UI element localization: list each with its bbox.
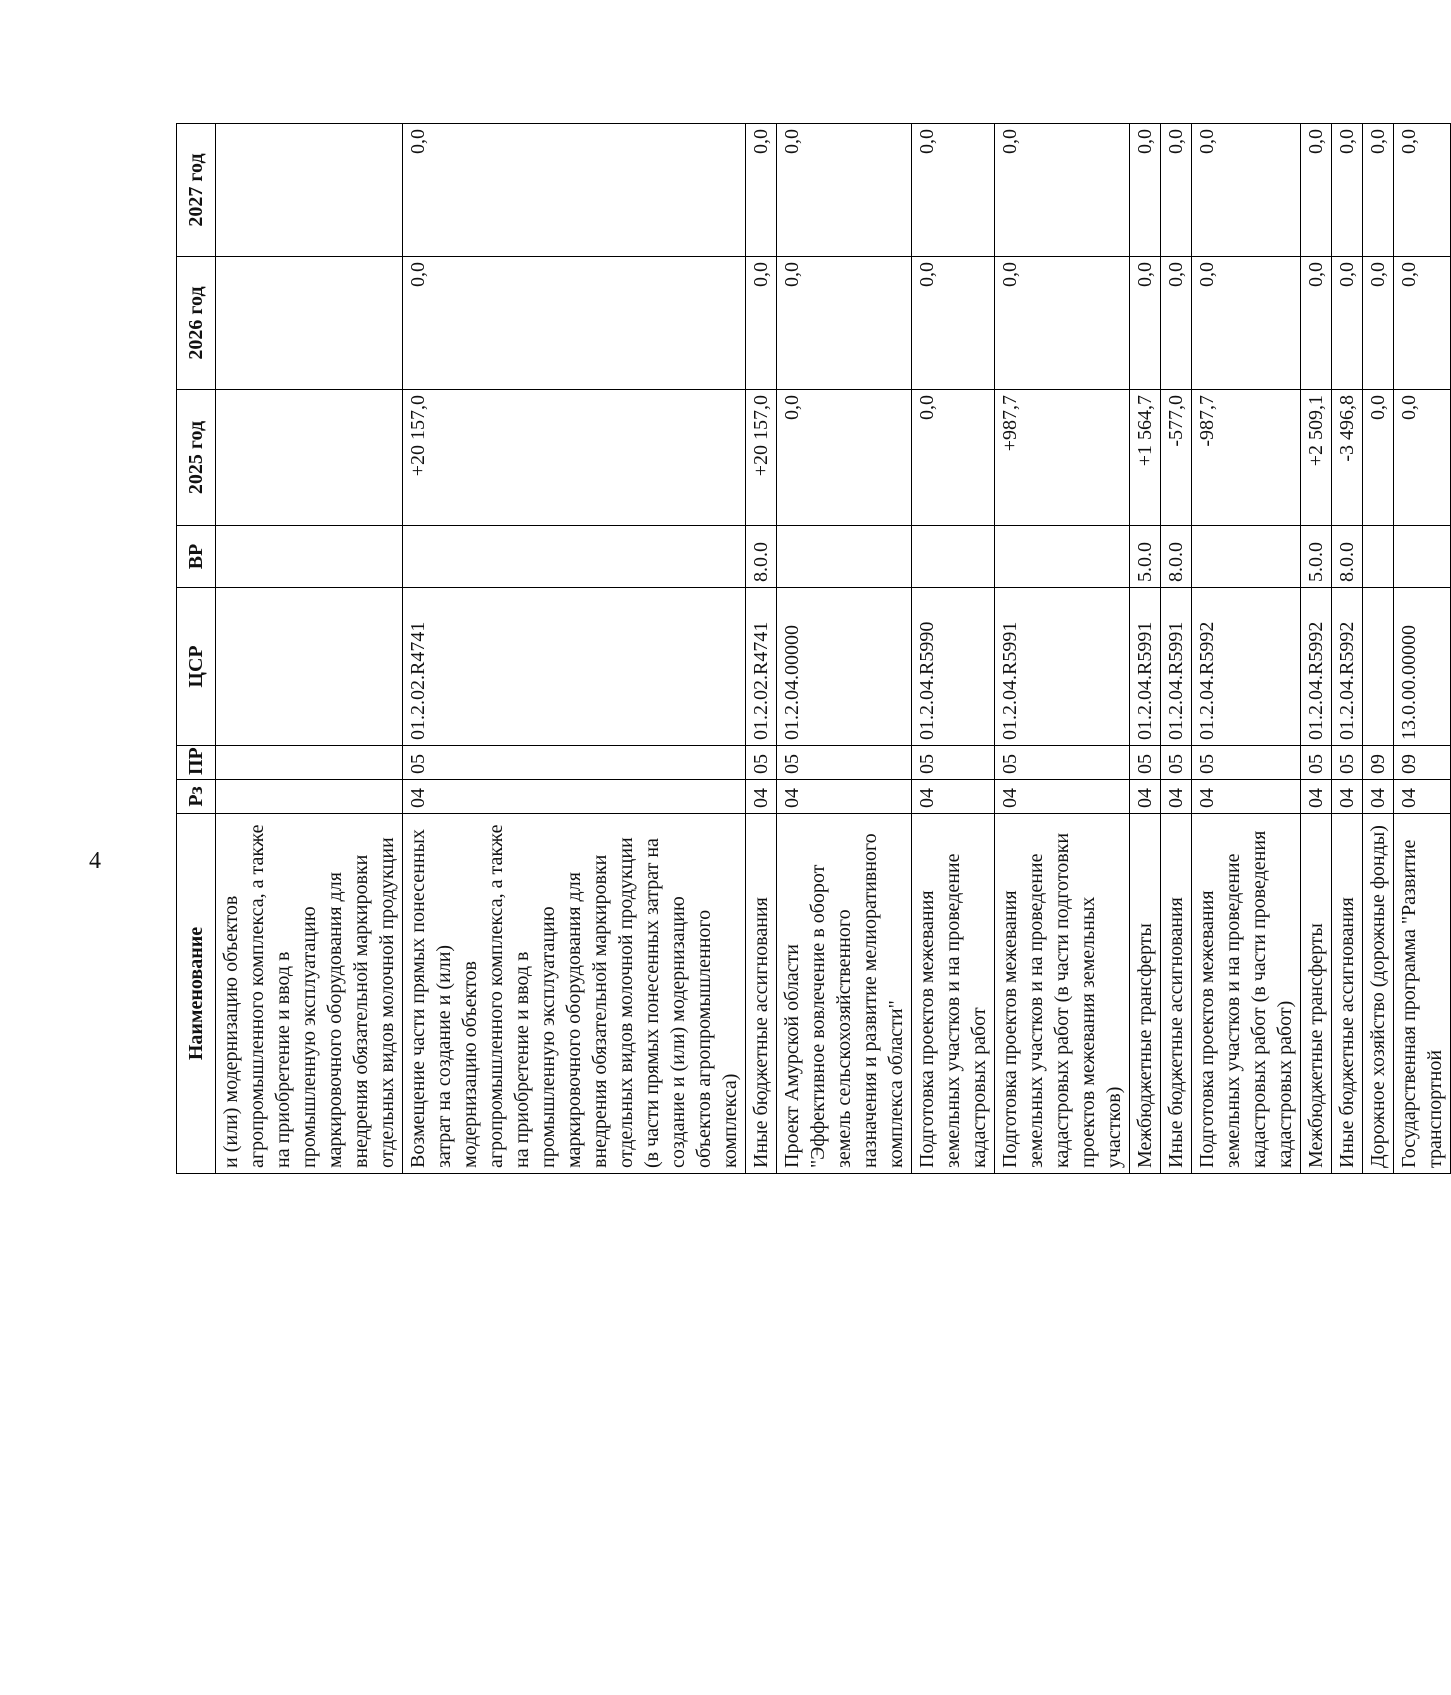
cell-y2027: 0,0 [1192,124,1301,257]
cell-name: Межбюджетные трансферты [1301,814,1332,1174]
cell-name: Проект Амурской области "Эффективное вовлечение в оборот земель сельскохозяйственного назначения и развитие мелиоративного комплекса области" [777,814,912,1174]
cell-rz: 04 [1332,780,1363,814]
table-row [995,124,1130,1174]
cell-vr [1192,526,1301,588]
cell-y2025: +20 157,0 [746,390,777,526]
cell-csr [216,588,403,746]
rotated-page-content [176,124,1446,1174]
cell-csr: 01.2.04.R5992 [1301,588,1332,746]
cell-vr [1363,526,1394,588]
cell-name: Возмещение части прямых понесенных затрат на создание и (или) модернизацию объектов агропромышленного комплекса, а также на приобретение и ввод в промышленную эксплуатацию маркировочного оборудования для внедрения обязательной маркировки отдельных видов молочной продукции (в части прямых понесенных затрат на создание и (или) модернизацию объектов агропромышленного комплекса) [403,814,746,1174]
cell-vr: 8.0.0 [1161,526,1192,588]
cell-vr [995,526,1130,588]
cell-rz: 04 [1363,780,1394,814]
cell-pr: 05 [995,746,1130,780]
cell-pr: 09 [1394,746,1451,780]
cell-pr: 09 [1363,746,1394,780]
cell-csr: 01.2.04.R5992 [1332,588,1363,746]
cell-pr: 05 [1301,746,1332,780]
table-row [777,124,912,1174]
header-pr: ПР [177,746,216,780]
cell-y2025: 0,0 [1363,390,1394,526]
header-2027: 2027 год [177,124,216,257]
cell-vr: 8.0.0 [746,526,777,588]
cell-y2025: +20 157,0 [403,390,746,526]
header-name: Наименование [177,814,216,1174]
cell-csr [1363,588,1394,746]
table-row [1161,124,1192,1174]
cell-y2026: 0,0 [1161,257,1192,390]
header-2026: 2026 год [177,257,216,390]
budget-table [176,123,1451,1174]
cell-vr: 8.0.0 [1332,526,1363,588]
header-csr: ЦСР [177,588,216,746]
cell-name: Межбюджетные трансферты [1130,814,1161,1174]
cell-y2026: 0,0 [995,257,1130,390]
cell-y2025: -577,0 [1161,390,1192,526]
cell-y2026: 0,0 [1130,257,1161,390]
cell-y2026: 0,0 [912,257,995,390]
cell-rz: 04 [1192,780,1301,814]
cell-pr: 05 [1192,746,1301,780]
cell-vr: 5.0.0 [1301,526,1332,588]
cell-vr [1394,526,1451,588]
cell-pr [216,746,403,780]
cell-rz: 04 [1161,780,1192,814]
cell-name: Государственная программа "Развитие транспортной [1394,814,1451,1174]
table-row [1130,124,1161,1174]
cell-y2026 [216,257,403,390]
table-row [912,124,995,1174]
cell-y2026: 0,0 [1301,257,1332,390]
cell-vr [403,526,746,588]
table-header-row [177,124,216,1174]
cell-rz: 04 [1301,780,1332,814]
cell-name: Подготовка проектов межевания земельных участков и на проведение кадастровых работ [912,814,995,1174]
table-row [1394,124,1451,1174]
cell-name: Подготовка проектов межевания земельных участков и на проведение кадастровых работ (в части подготовки проектов межевания земельных участков) [995,814,1130,1174]
cell-y2026: 0,0 [777,257,912,390]
cell-vr [216,526,403,588]
cell-csr: 13.0.00.00000 [1394,588,1451,746]
cell-y2027 [216,124,403,257]
cell-pr: 05 [403,746,746,780]
cell-rz: 04 [995,780,1130,814]
cell-rz: 04 [1394,780,1451,814]
cell-y2027: 0,0 [746,124,777,257]
table-row [403,124,746,1174]
cell-rz: 04 [912,780,995,814]
cell-pr: 05 [777,746,912,780]
cell-y2027: 0,0 [1394,124,1451,257]
cell-csr: 01.2.04.R5991 [1130,588,1161,746]
cell-y2027: 0,0 [1363,124,1394,257]
cell-y2025: 0,0 [1394,390,1451,526]
cell-y2027: 0,0 [1130,124,1161,257]
cell-y2025: -3 496,8 [1332,390,1363,526]
cell-y2026: 0,0 [1192,257,1301,390]
table-row [1192,124,1301,1174]
header-vr: ВР [177,526,216,588]
cell-csr: 01.2.04.00000 [777,588,912,746]
cell-name: Иные бюджетные ассигнования [746,814,777,1174]
cell-vr [777,526,912,588]
cell-name: Дорожное хозяйство (дорожные фонды) [1363,814,1394,1174]
cell-csr: 01.2.02.R4741 [403,588,746,746]
cell-pr: 05 [746,746,777,780]
cell-csr: 01.2.02.R4741 [746,588,777,746]
cell-pr: 05 [1130,746,1161,780]
cell-y2025: 0,0 [912,390,995,526]
cell-y2025: -987,7 [1192,390,1301,526]
cell-rz: 04 [777,780,912,814]
cell-csr: 01.2.04.R5990 [912,588,995,746]
table-row [216,124,403,1174]
cell-y2027: 0,0 [912,124,995,257]
cell-y2026: 0,0 [1394,257,1451,390]
table-row [1332,124,1363,1174]
header-rz: Рз [177,780,216,814]
cell-name: Подготовка проектов межевания земельных участков и на проведение кадастровых работ (в части проведения кадастровых работ) [1192,814,1301,1174]
table-row [1363,124,1394,1174]
cell-csr: 01.2.04.R5991 [995,588,1130,746]
cell-csr: 01.2.04.R5992 [1192,588,1301,746]
cell-y2026: 0,0 [1363,257,1394,390]
cell-y2027: 0,0 [777,124,912,257]
cell-y2025: +1 564,7 [1130,390,1161,526]
cell-y2027: 0,0 [1161,124,1192,257]
cell-name: Иные бюджетные ассигнования [1161,814,1192,1174]
cell-csr: 01.2.04.R5991 [1161,588,1192,746]
cell-name: и (или) модернизацию объектов агропромышленного комплекса, а также на приобретение и ввод в промышленную эксплуатацию маркировочного оборудования для внедрения обязательной маркировки отдельных видов молочной продукции [216,814,403,1174]
cell-rz: 04 [403,780,746,814]
cell-y2025: +987,7 [995,390,1130,526]
cell-y2026: 0,0 [1332,257,1363,390]
cell-y2026: 0,0 [746,257,777,390]
table-row [1301,124,1332,1174]
cell-rz: 04 [746,780,777,814]
cell-vr [912,526,995,588]
cell-vr: 5.0.0 [1130,526,1161,588]
table-row [746,124,777,1174]
cell-y2025: +2 509,1 [1301,390,1332,526]
cell-pr: 05 [1332,746,1363,780]
cell-y2026: 0,0 [403,257,746,390]
cell-y2027: 0,0 [995,124,1130,257]
header-2025: 2025 год [177,390,216,526]
cell-rz: 04 [1130,780,1161,814]
cell-y2027: 0,0 [1301,124,1332,257]
cell-y2027: 0,0 [403,124,746,257]
cell-name: Иные бюджетные ассигнования [1332,814,1363,1174]
cell-pr: 05 [912,746,995,780]
cell-y2025: 0,0 [777,390,912,526]
table-body [216,124,1451,1174]
cell-y2025 [216,390,403,526]
cell-pr: 05 [1161,746,1192,780]
cell-y2027: 0,0 [1332,124,1363,257]
page-number: 4 [89,848,101,874]
cell-rz [216,780,403,814]
